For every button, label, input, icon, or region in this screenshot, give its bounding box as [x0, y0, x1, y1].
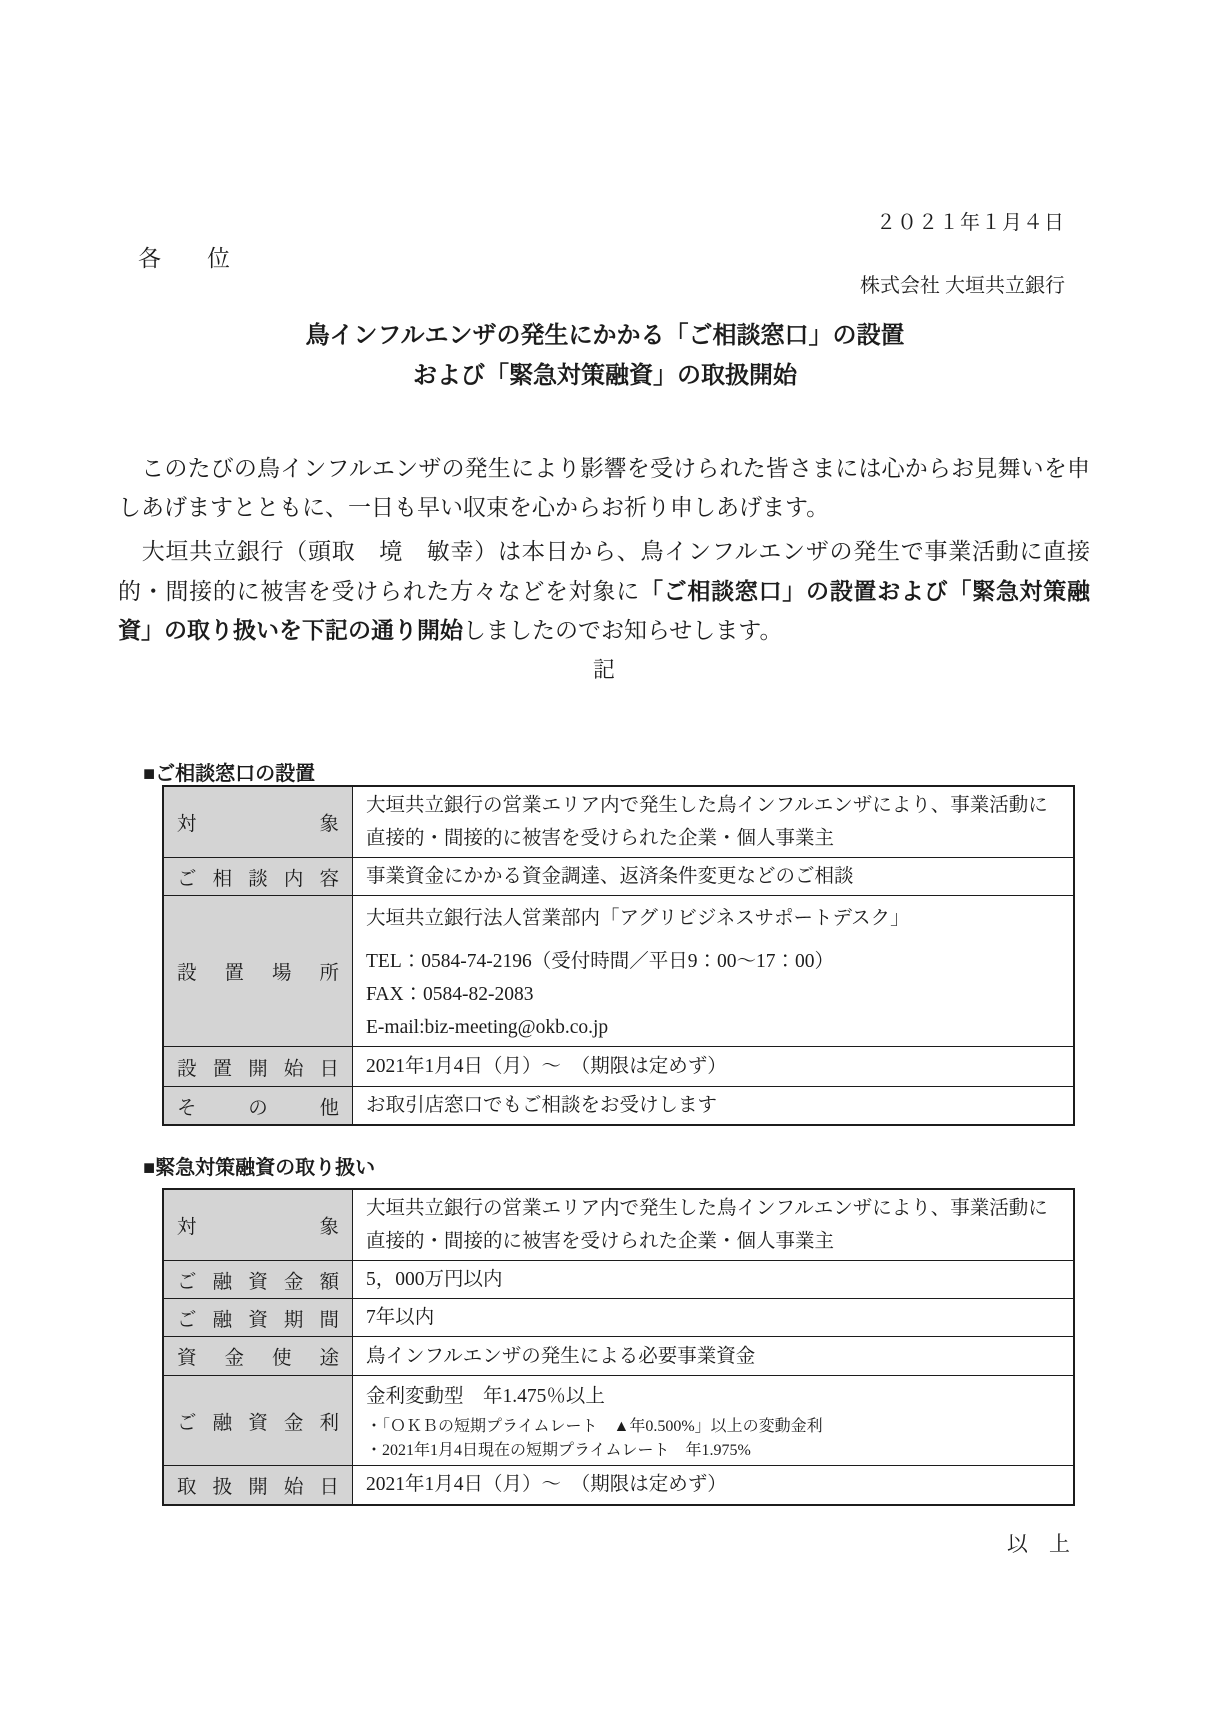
row-label-cell: その他 [163, 1087, 353, 1126]
rate-note-line: ・2021年1月4日現在の短期プライムレート 年1.975% [366, 1442, 751, 1459]
paragraph-announcement-tail: しましたのでお知らせします。 [463, 618, 783, 644]
row-label-cell: ご相談内容 [163, 858, 353, 896]
loan-table [162, 1188, 1075, 1506]
table-row [163, 858, 1074, 896]
table-row [163, 1047, 1074, 1087]
row-value-cell [353, 1376, 1075, 1466]
table-row [163, 1337, 1074, 1376]
table-row [163, 1261, 1074, 1299]
value-line: 直接的・間接的に被害を受けられた企業・個人事業主 [366, 1231, 835, 1252]
row-value-cell: 事業資金にかかる資金調達、返済条件変更などのご相談 [353, 858, 1075, 896]
row-value-cell: お取引店窓口でもご相談をお受けします [353, 1087, 1075, 1126]
table-row [163, 896, 1074, 1047]
rate-note-line: ・「ＯＫＢの短期プライムレート ▲年0.500%」以上の変動金利 [366, 1418, 823, 1435]
document-date: ２０２１年１月４日 [876, 212, 1065, 234]
rate-main-line: 金利変動型 年1.475％以上 [366, 1386, 605, 1407]
table-row [163, 1376, 1074, 1466]
value-line: 直接的・間接的に被害を受けられた企業・個人事業主 [366, 828, 835, 849]
paragraph-announcement-emphasis: 「ご相談窓口」の設置および「緊急対策融資」の取り扱いを下記の通り開始 [118, 577, 1091, 644]
table-row [163, 1466, 1074, 1505]
document-title-line1: 鳥インフルエンザの発生にかかる「ご相談窓口」の設置 [305, 322, 905, 349]
ki-marker: 記 [592, 657, 615, 682]
row-label-cell: 設置開始日 [163, 1047, 353, 1087]
section-heading-consultation: ■ご相談窓口の設置 [143, 763, 316, 785]
document-title [0, 316, 1210, 396]
row-value-cell [353, 896, 1075, 1047]
table-row [163, 786, 1074, 858]
desk-email: E-mail:biz-meeting@okb.co.jp [366, 1017, 609, 1038]
row-value-cell [353, 1189, 1075, 1261]
recipient-line: 各 位 [138, 246, 230, 271]
paragraph-greeting: このたびの鳥インフルエンザの発生により影響を受けられた皆さまには心からお見舞いを申しあげますとともに、一日も早い収束を心からお祈り申しあげます。 [118, 456, 1090, 520]
row-label-cell: ご融資金利 [163, 1376, 353, 1466]
closing-marker: 以 上 [1007, 1532, 1070, 1556]
table-row [163, 1087, 1074, 1126]
table-row [163, 1299, 1074, 1337]
value-line: 大垣共立銀行の営業エリア内で発生した鳥インフルエンザにより、事業活動に [366, 1198, 1048, 1219]
body-paragraphs [118, 450, 1090, 651]
row-value-cell: 2021年1月4日（月）～ （期限は定めず） [353, 1047, 1075, 1087]
paragraph-announcement [118, 533, 1090, 651]
row-label-cell: 取扱開始日 [163, 1466, 353, 1505]
section-heading-loan: ■緊急対策融資の取り扱い [143, 1157, 376, 1179]
row-label-cell: ご融資金額 [163, 1261, 353, 1299]
desk-fax: FAX：0584-82-2083 [366, 984, 534, 1005]
company-name: 株式会社 大垣共立銀行 [860, 275, 1065, 297]
row-value-cell: 2021年1月4日（月）～ （期限は定めず） [353, 1466, 1075, 1505]
row-value-cell: 7年以内 [353, 1299, 1075, 1337]
row-label-cell: 設置場所 [163, 896, 353, 1047]
table-row [163, 1189, 1074, 1261]
paragraph-announcement-lead: 大垣共立銀行（頭取 境 敏幸）は本日から、鳥インフルエンザの発生で事業活動に直接的・間接的に被害を受けられた方々などを対象に [118, 539, 1090, 604]
desk-tel: TEL：0584-74-2196（受付時間／平日9：00～17：00） [366, 951, 834, 972]
value-line: 大垣共立銀行の営業エリア内で発生した鳥インフルエンザにより、事業活動に [366, 795, 1048, 816]
row-label-cell: 対象 [163, 786, 353, 858]
row-value-cell: 鳥インフルエンザの発生による必要事業資金 [353, 1337, 1075, 1376]
document-title-line2: および「緊急対策融資」の取扱開始 [413, 362, 797, 389]
row-label-cell: 対象 [163, 1189, 353, 1261]
consultation-table [162, 785, 1075, 1126]
row-value-cell: 5，000万円以内 [353, 1261, 1075, 1299]
desk-name: 大垣共立銀行法人営業部内「アグリビジネスサポートデスク」 [366, 908, 910, 929]
row-value-cell [353, 786, 1075, 858]
row-label-cell: 資金使途 [163, 1337, 353, 1376]
row-label-cell: ご融資期間 [163, 1299, 353, 1337]
